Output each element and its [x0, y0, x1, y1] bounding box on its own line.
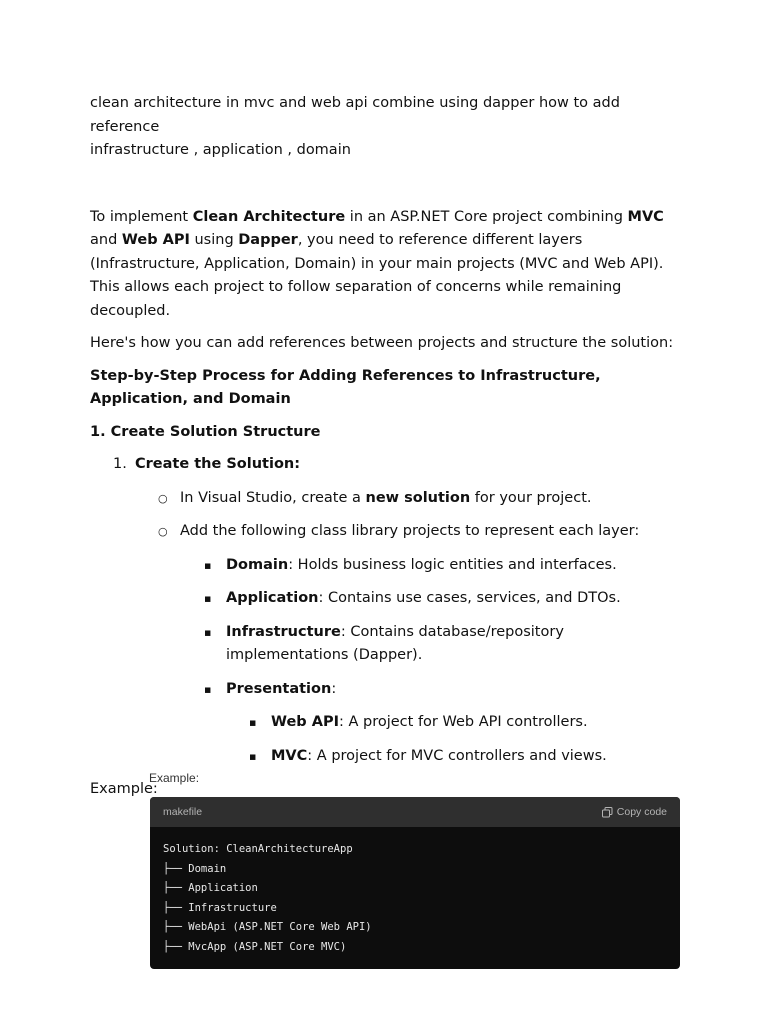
copy-code-label: Copy code — [616, 806, 667, 818]
layer-name: Domain — [226, 556, 289, 573]
user-question — [90, 92, 690, 163]
layer-desc: : — [331, 680, 337, 697]
layer-item — [90, 621, 690, 668]
intro-bold: Dapper — [238, 232, 298, 248]
list-item — [90, 520, 690, 544]
copy-icon — [602, 807, 613, 818]
layer-item — [90, 678, 690, 702]
code-header — [150, 797, 680, 827]
layer-name: Infrastructure — [226, 623, 341, 640]
item-text: In Visual Studio, create a — [180, 489, 366, 506]
project-desc: : A project for MVC controllers and views. — [307, 747, 607, 764]
screenshot-caption: Example: — [149, 771, 200, 785]
code-language: makefile — [163, 806, 203, 818]
code-content: Solution: CleanArchitectureApp ├── Domain ├── Application ├── Infrastructure ├── WebApi (ASP.NET Core Web API) ├── MvcApp (ASP.NET Core MVC) — [163, 843, 372, 953]
intro-text: and — [90, 232, 122, 248]
layer-name: Application — [226, 590, 319, 606]
step-item — [90, 453, 690, 477]
section-heading: 1. Create Solution Structure — [90, 423, 321, 440]
square-bullet-icon: ▪ — [204, 558, 212, 572]
copy-code-button[interactable] — [602, 806, 667, 818]
steps-heading: Step-by-Step Process for Adding References to Infrastructure, Application, and Domain — [90, 367, 601, 407]
code-block — [150, 797, 680, 969]
intro-bold: Web API — [121, 232, 190, 248]
question-line-2: infrastructure , application , domain — [90, 142, 351, 158]
layer-desc: : Holds business logic entities and interfaces. — [288, 556, 617, 573]
layer-name: Presentation — [226, 680, 332, 697]
square-bullet-icon: ▪ — [204, 625, 212, 639]
question-line-1: clean architecture in mvc and web api combine using dapper how to add reference — [90, 95, 620, 135]
project-name: MVC — [271, 747, 308, 764]
intro-bold: Clean Architecture — [192, 208, 346, 225]
number-marker: 1. — [113, 456, 127, 472]
layer-desc: : Contains database/repository implementations (Dapper). — [226, 623, 564, 663]
intro-text: , you need to reference different layers (Infrastructure, Application, Domain) in your main projects (MVC and Web API). This allows each project to follow separation of concerns while remaining decoupled. — [90, 232, 664, 319]
circle-bullet-icon: ○ — [158, 491, 168, 505]
item-bold: new solution — [365, 489, 471, 506]
square-bullet-icon: ▪ — [204, 682, 212, 696]
intro-text: in an ASP.NET Core project combining — [345, 208, 628, 225]
square-bullet-icon: ▪ — [249, 716, 257, 729]
example-label: Example: — [90, 781, 158, 797]
layer-item — [90, 554, 690, 578]
step-label: Create the Solution: — [135, 456, 301, 472]
intro-text: To implement — [90, 208, 193, 225]
project-name: Web API — [271, 714, 339, 730]
intro-text: using — [189, 232, 239, 248]
square-bullet-icon: ▪ — [204, 592, 212, 605]
layer-desc: : Contains use cases, services, and DTOs. — [318, 590, 621, 606]
document-body — [90, 92, 690, 816]
intro-paragraph — [90, 206, 690, 324]
intro-bold: MVC — [627, 208, 664, 225]
presentation-item — [90, 711, 690, 735]
list-item — [90, 487, 690, 511]
square-bullet-icon: ▪ — [249, 749, 257, 763]
item-text: Add the following class library projects to represent each layer: — [180, 523, 640, 539]
item-text: for your project. — [470, 489, 592, 506]
circle-bullet-icon: ○ — [158, 525, 168, 538]
presentation-item — [90, 745, 690, 769]
project-desc: : A project for Web API controllers. — [338, 714, 588, 730]
layer-item — [90, 587, 690, 611]
howto-paragraph: Here's how you can add references between projects and structure the solution: — [90, 335, 674, 351]
